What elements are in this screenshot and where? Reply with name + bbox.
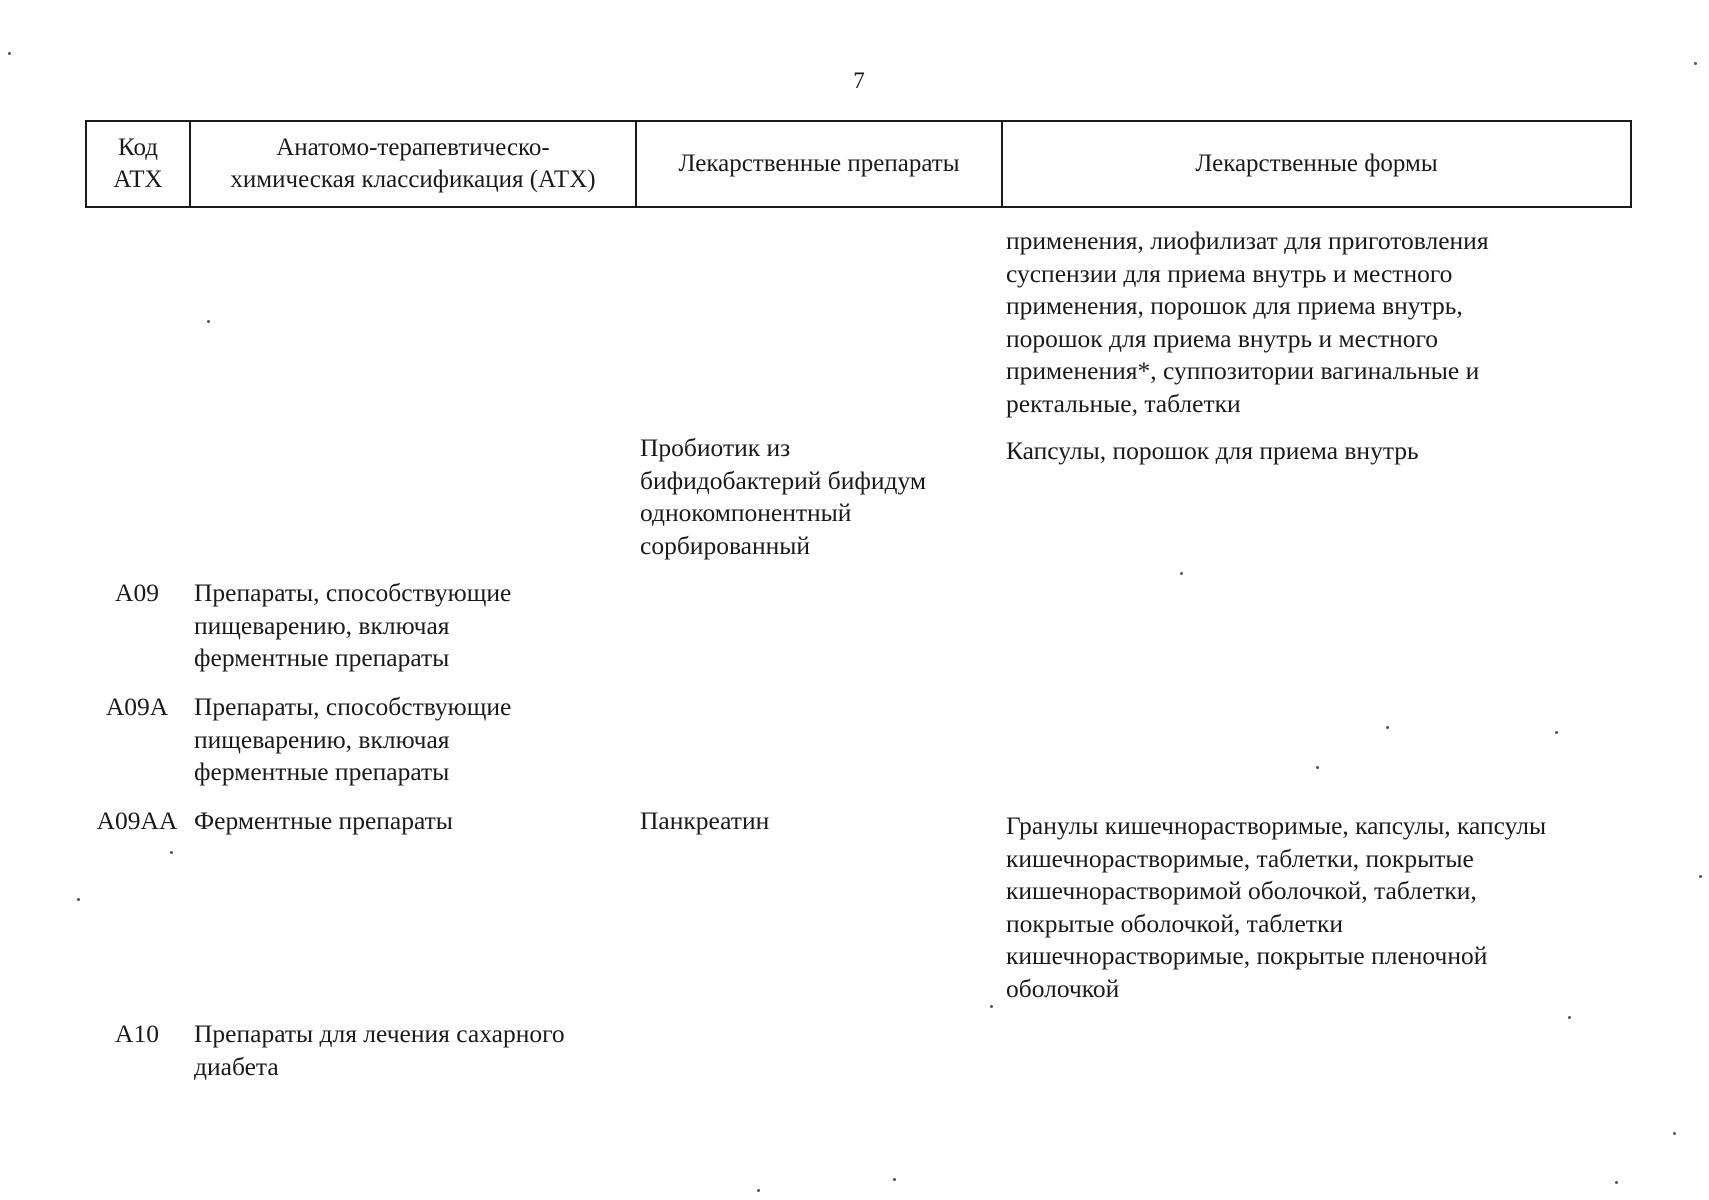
scan-speck: [170, 851, 173, 854]
scan-speck: [1555, 731, 1558, 734]
dosage-forms-continued: применения, лиофилизат для приготовления суспензии для приема внутрь и местного применения, порошок для приема внутрь, порошок для приема внутрь и местного применения*, суппозитории вагинальные и ректальные, таблетки: [1006, 226, 1489, 418]
drug-pancreatin: Панкреатин: [640, 806, 770, 835]
header-atc-classification: Анатомо-терапевтическо- химическая классификация (АТХ): [191, 122, 637, 206]
header-drugs: Лекарственные препараты: [637, 122, 1003, 206]
atc-name-a09aa: Ферментные препараты: [194, 806, 453, 835]
atc-code-a10: A10: [115, 1019, 159, 1048]
scan-speck: [1699, 875, 1702, 878]
scan-speck: [1615, 1181, 1618, 1184]
scan-speck: [757, 1189, 760, 1192]
header-dosage-forms: Лекарственные формы: [1195, 150, 1438, 177]
table-header: [85, 120, 1632, 208]
scan-speck: [1180, 572, 1183, 575]
atc-code-a09aa: A09AA: [96, 806, 178, 835]
scan-speck: [990, 1005, 993, 1008]
scan-speck: [1694, 62, 1697, 65]
header-code: Код АТХ: [87, 122, 191, 206]
atc-name-a09a: Препараты, способствующие пищеварению, включая ферментные препараты: [194, 692, 512, 786]
atc-name-a10: Препараты для лечения сахарного диабета: [194, 1019, 565, 1081]
scan-speck: [1568, 1016, 1571, 1019]
scan-speck: [207, 320, 210, 323]
atc-name-a09: Препараты, способствующие пищеварению, включая ферментные препараты: [194, 578, 512, 672]
scan-speck: [77, 898, 80, 901]
scan-speck: [893, 1178, 896, 1181]
scan-speck: [1673, 1132, 1676, 1135]
scan-speck: [1316, 766, 1319, 769]
dosage-forms-probiotic: Капсулы, порошок для приема внутрь: [1006, 436, 1419, 465]
scan-speck: [8, 52, 11, 55]
drug-probiotic: Пробиотик из бифидобактерий бифидум однокомпонентный сорбированный: [640, 433, 927, 560]
page-number: 7: [853, 68, 865, 93]
atc-code-a09: A09: [115, 578, 159, 607]
dosage-forms-pancreatin: Гранулы кишечнорастворимые, капсулы, капсулы кишечнорастворимые, таблетки, покрытые кишечнорастворимой оболочкой, таблетки, покрытые оболочкой, таблетки кишечнорастворимые, покрытые пленочной оболочкой: [1006, 811, 1547, 1003]
atc-code-a09a: A09A: [105, 692, 169, 721]
scan-speck: [1386, 726, 1389, 729]
